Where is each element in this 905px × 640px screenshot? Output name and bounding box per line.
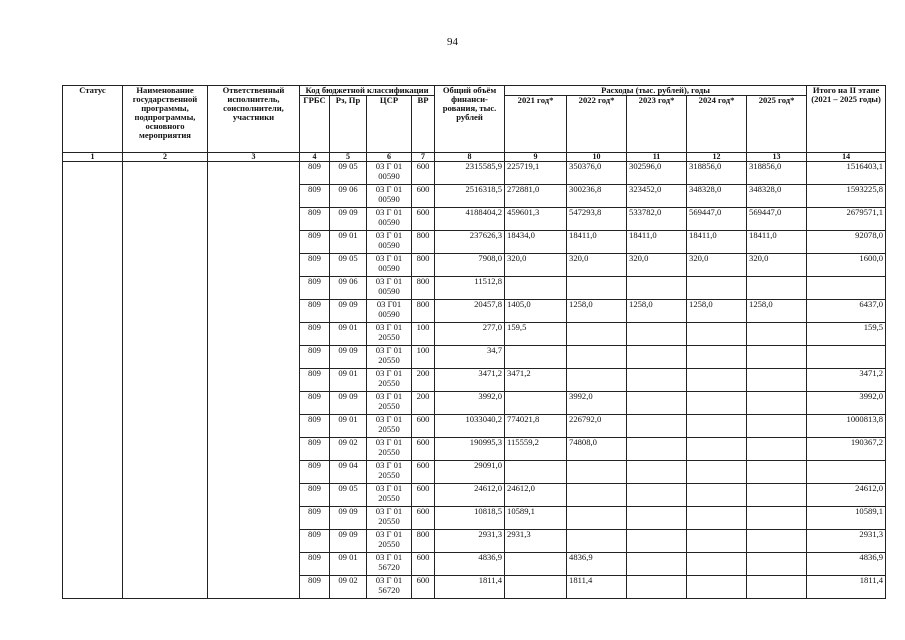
grbs-cell: 809 — [300, 277, 330, 300]
year-2021-cell: 159,5 — [505, 323, 567, 346]
itogo-cell: 2931,3 — [807, 530, 886, 553]
year-2023-cell — [627, 323, 687, 346]
year-2021-cell: 115559,2 — [505, 438, 567, 461]
year-2023-cell: 320,0 — [627, 254, 687, 277]
status-cell — [63, 162, 123, 599]
itogo-cell: 2679571,1 — [807, 208, 886, 231]
grbs-cell: 809 — [300, 392, 330, 415]
year-2022-cell: 74808,0 — [567, 438, 627, 461]
year-2024-cell — [687, 323, 747, 346]
grbs-cell: 809 — [300, 369, 330, 392]
year-2025-cell — [747, 438, 807, 461]
year-2025-cell — [747, 553, 807, 576]
year-2021-cell — [505, 346, 567, 369]
year-2021-cell: 18434,0 — [505, 231, 567, 254]
grbs-cell: 809 — [300, 461, 330, 484]
itogo-cell: 6437,0 — [807, 300, 886, 323]
itogo-cell — [807, 461, 886, 484]
year-2022-cell — [567, 369, 627, 392]
year-2023-cell — [627, 392, 687, 415]
year-2024-cell — [687, 438, 747, 461]
year-2021-cell: 320,0 — [505, 254, 567, 277]
column-number: 6 — [367, 153, 412, 162]
year-2022-cell: 350376,0 — [567, 162, 627, 185]
year-2024-cell — [687, 369, 747, 392]
year-2025-cell — [747, 461, 807, 484]
header-year-2025: 2025 год* — [747, 96, 807, 153]
year-2022-cell: 1258,0 — [567, 300, 627, 323]
budget-table — [62, 85, 886, 599]
header-itogo: Итого на II этапе (2021 – 2025 годы) — [807, 86, 886, 153]
year-2022-cell: 226792,0 — [567, 415, 627, 438]
rz-pr-cell: 09 05 — [330, 484, 367, 507]
total-funding-cell: 34,7 — [435, 346, 505, 369]
header-year-2021: 2021 год* — [505, 96, 567, 153]
year-2024-cell: 320,0 — [687, 254, 747, 277]
vr-cell: 800 — [412, 300, 435, 323]
column-number: 9 — [505, 153, 567, 162]
itogo-cell — [807, 277, 886, 300]
year-2024-cell — [687, 484, 747, 507]
year-2025-cell — [747, 277, 807, 300]
grbs-cell: 809 — [300, 346, 330, 369]
grbs-cell: 809 — [300, 323, 330, 346]
rz-pr-cell: 09 09 — [330, 392, 367, 415]
grbs-cell: 809 — [300, 162, 330, 185]
csr-line-1: 03 Г 01 — [375, 529, 403, 540]
itogo-cell: 3471,2 — [807, 369, 886, 392]
header-responsible: Ответственный исполнитель, соисполнители, участники — [208, 86, 300, 153]
responsible-cell — [208, 162, 300, 599]
rz-pr-cell: 09 02 — [330, 438, 367, 461]
grbs-cell: 809 — [300, 231, 330, 254]
csr-line-2: 20550 — [378, 423, 400, 434]
itogo-cell: 92078,0 — [807, 231, 886, 254]
year-2023-cell: 302596,0 — [627, 162, 687, 185]
year-2022-cell — [567, 461, 627, 484]
year-2022-cell: 300236,8 — [567, 185, 627, 208]
year-2022-cell: 4836,9 — [567, 553, 627, 576]
csr-cell — [367, 346, 412, 369]
csr-line-2: 20550 — [378, 331, 400, 342]
year-2024-cell: 348328,0 — [687, 185, 747, 208]
csr-cell — [367, 162, 412, 185]
csr-line-1: 03 Г 01 — [375, 345, 403, 356]
header-budget-code: Код бюджетной классификации — [300, 86, 435, 96]
csr-line-1: 03 Г 01 — [375, 207, 403, 218]
csr-line-1: 03 Г01 — [376, 299, 402, 310]
rz-pr-cell: 09 06 — [330, 185, 367, 208]
grbs-cell: 809 — [300, 507, 330, 530]
vr-cell: 600 — [412, 415, 435, 438]
column-number: 13 — [747, 153, 807, 162]
rz-pr-cell: 09 09 — [330, 507, 367, 530]
total-funding-cell: 11512,8 — [435, 277, 505, 300]
csr-line-2: 20550 — [378, 446, 400, 457]
csr-cell — [367, 369, 412, 392]
csr-line-1: 03 Г 01 — [375, 506, 403, 517]
column-number: 5 — [330, 153, 367, 162]
csr-line-1: 03 Г 01 — [375, 483, 403, 494]
year-2024-cell — [687, 392, 747, 415]
year-2023-cell: 323452,0 — [627, 185, 687, 208]
year-2021-cell: 3471,2 — [505, 369, 567, 392]
csr-cell — [367, 300, 412, 323]
header-status: Статус — [63, 86, 123, 153]
itogo-cell: 190367,2 — [807, 438, 886, 461]
header-vr: ВР — [412, 96, 435, 153]
year-2025-cell — [747, 507, 807, 530]
total-funding-cell: 20457,8 — [435, 300, 505, 323]
year-2023-cell — [627, 461, 687, 484]
rz-pr-cell: 09 05 — [330, 254, 367, 277]
csr-cell — [367, 254, 412, 277]
year-2022-cell: 3992,0 — [567, 392, 627, 415]
rz-pr-cell: 09 01 — [330, 231, 367, 254]
csr-line-1: 03 Г 01 — [375, 184, 403, 195]
column-number: 3 — [208, 153, 300, 162]
csr-line-2: 56720 — [378, 561, 400, 572]
year-2023-cell: 1258,0 — [627, 300, 687, 323]
year-2024-cell: 1258,0 — [687, 300, 747, 323]
year-2022-cell — [567, 507, 627, 530]
csr-line-2: 20550 — [378, 515, 400, 526]
column-number: 8 — [435, 153, 505, 162]
year-2025-cell — [747, 346, 807, 369]
year-2023-cell — [627, 507, 687, 530]
year-2024-cell — [687, 530, 747, 553]
csr-line-2: 20550 — [378, 538, 400, 549]
vr-cell: 600 — [412, 553, 435, 576]
total-funding-cell: 10818,5 — [435, 507, 505, 530]
grbs-cell: 809 — [300, 553, 330, 576]
total-funding-cell: 2931,3 — [435, 530, 505, 553]
year-2023-cell — [627, 530, 687, 553]
vr-cell: 800 — [412, 277, 435, 300]
year-2024-cell — [687, 415, 747, 438]
total-funding-cell: 2516318,5 — [435, 185, 505, 208]
rz-pr-cell: 09 09 — [330, 530, 367, 553]
vr-cell: 800 — [412, 254, 435, 277]
csr-line-1: 03 Г 01 — [375, 552, 403, 563]
header-csr: ЦСР — [367, 96, 412, 153]
year-2021-cell: 774021,8 — [505, 415, 567, 438]
csr-cell — [367, 484, 412, 507]
itogo-cell: 1593225,8 — [807, 185, 886, 208]
year-2025-cell — [747, 415, 807, 438]
year-2022-cell — [567, 530, 627, 553]
vr-cell: 200 — [412, 392, 435, 415]
year-2022-cell — [567, 323, 627, 346]
total-funding-cell: 190995,3 — [435, 438, 505, 461]
year-2023-cell — [627, 553, 687, 576]
itogo-cell: 24612,0 — [807, 484, 886, 507]
csr-line-2: 00590 — [378, 193, 400, 204]
rz-pr-cell: 09 09 — [330, 346, 367, 369]
csr-cell — [367, 507, 412, 530]
year-2021-cell: 24612,0 — [505, 484, 567, 507]
csr-cell — [367, 208, 412, 231]
column-number: 14 — [807, 153, 886, 162]
grbs-cell: 809 — [300, 484, 330, 507]
vr-cell: 600 — [412, 461, 435, 484]
year-2025-cell — [747, 323, 807, 346]
total-funding-cell: 7908,0 — [435, 254, 505, 277]
grbs-cell: 809 — [300, 576, 330, 599]
year-2022-cell — [567, 277, 627, 300]
rz-pr-cell: 09 09 — [330, 300, 367, 323]
vr-cell: 600 — [412, 185, 435, 208]
year-2023-cell — [627, 415, 687, 438]
csr-line-1: 03 Г 01 — [375, 322, 403, 333]
year-2025-cell: 569447,0 — [747, 208, 807, 231]
csr-line-2: 00590 — [378, 285, 400, 296]
header-year-2022: 2022 год* — [567, 96, 627, 153]
year-2021-cell — [505, 277, 567, 300]
grbs-cell: 809 — [300, 208, 330, 231]
year-2024-cell — [687, 346, 747, 369]
year-2021-cell — [505, 392, 567, 415]
rz-pr-cell: 09 05 — [330, 162, 367, 185]
grbs-cell: 809 — [300, 530, 330, 553]
year-2022-cell: 320,0 — [567, 254, 627, 277]
itogo-cell: 1811,4 — [807, 576, 886, 599]
total-funding-cell: 3471,2 — [435, 369, 505, 392]
column-number: 4 — [300, 153, 330, 162]
year-2025-cell — [747, 576, 807, 599]
total-funding-cell: 29091,0 — [435, 461, 505, 484]
csr-line-2: 00590 — [378, 308, 400, 319]
year-2024-cell: 318856,0 — [687, 162, 747, 185]
csr-line-1: 03 Г 01 — [375, 368, 403, 379]
vr-cell: 100 — [412, 323, 435, 346]
vr-cell: 600 — [412, 162, 435, 185]
year-2025-cell: 318856,0 — [747, 162, 807, 185]
total-funding-cell: 4188404,2 — [435, 208, 505, 231]
year-2025-cell: 320,0 — [747, 254, 807, 277]
year-2021-cell — [505, 461, 567, 484]
header-program-name: Наименование государственной программы, подпрограммы, основного мероприятия — [123, 86, 208, 153]
rz-pr-cell: 09 06 — [330, 277, 367, 300]
itogo-cell: 10589,1 — [807, 507, 886, 530]
csr-line-2: 00590 — [378, 239, 400, 250]
vr-cell: 600 — [412, 507, 435, 530]
csr-line-1: 03 Г 01 — [375, 414, 403, 425]
rz-pr-cell: 09 09 — [330, 208, 367, 231]
year-2024-cell — [687, 507, 747, 530]
year-2023-cell — [627, 576, 687, 599]
year-2025-cell: 18411,0 — [747, 231, 807, 254]
vr-cell: 600 — [412, 208, 435, 231]
csr-line-2: 20550 — [378, 377, 400, 388]
grbs-cell: 809 — [300, 185, 330, 208]
year-2025-cell — [747, 530, 807, 553]
itogo-cell: 3992,0 — [807, 392, 886, 415]
header-expenses: Расходы (тыс. рублей), годы — [505, 86, 807, 96]
table-body — [63, 162, 886, 599]
year-2021-cell: 1405,0 — [505, 300, 567, 323]
year-2021-cell: 10589,1 — [505, 507, 567, 530]
csr-line-1: 03 Г 01 — [375, 575, 403, 586]
year-2021-cell: 2931,3 — [505, 530, 567, 553]
header-total-funding: Общий объём финанси-рования, тыс. рублей — [435, 86, 505, 153]
csr-cell — [367, 415, 412, 438]
header-year-2023: 2023 год* — [627, 96, 687, 153]
total-funding-cell: 277,0 — [435, 323, 505, 346]
year-2025-cell — [747, 484, 807, 507]
itogo-cell: 159,5 — [807, 323, 886, 346]
column-number-row — [63, 153, 886, 162]
vr-cell: 600 — [412, 438, 435, 461]
year-2023-cell — [627, 346, 687, 369]
csr-line-2: 00590 — [378, 170, 400, 181]
csr-line-2: 20550 — [378, 400, 400, 411]
year-2024-cell — [687, 461, 747, 484]
csr-line-1: 03 Г 01 — [375, 460, 403, 471]
year-2025-cell: 1258,0 — [747, 300, 807, 323]
vr-cell: 600 — [412, 576, 435, 599]
column-number: 7 — [412, 153, 435, 162]
itogo-cell: 1600,0 — [807, 254, 886, 277]
vr-cell: 800 — [412, 530, 435, 553]
year-2025-cell — [747, 369, 807, 392]
csr-line-1: 03 Г 01 — [375, 230, 403, 241]
year-2024-cell: 569447,0 — [687, 208, 747, 231]
csr-line-2: 20550 — [378, 492, 400, 503]
grbs-cell: 809 — [300, 438, 330, 461]
itogo-cell: 4836,9 — [807, 553, 886, 576]
csr-line-2: 00590 — [378, 216, 400, 227]
total-funding-cell: 2315585,9 — [435, 162, 505, 185]
csr-line-2: 56720 — [378, 584, 400, 595]
column-number: 1 — [63, 153, 123, 162]
itogo-cell: 1000813,8 — [807, 415, 886, 438]
year-2025-cell: 348328,0 — [747, 185, 807, 208]
csr-cell — [367, 461, 412, 484]
year-2023-cell: 533782,0 — [627, 208, 687, 231]
vr-cell: 200 — [412, 369, 435, 392]
itogo-cell: 1516403,1 — [807, 162, 886, 185]
csr-cell — [367, 277, 412, 300]
vr-cell: 600 — [412, 484, 435, 507]
csr-cell — [367, 576, 412, 599]
csr-line-2: 20550 — [378, 469, 400, 480]
year-2022-cell — [567, 484, 627, 507]
year-2023-cell — [627, 438, 687, 461]
rz-pr-cell: 09 04 — [330, 461, 367, 484]
csr-line-2: 00590 — [378, 262, 400, 273]
csr-line-1: 03 Г 01 — [375, 253, 403, 264]
total-funding-cell: 4836,9 — [435, 553, 505, 576]
page-number: 94 — [447, 36, 458, 48]
table-row — [63, 162, 886, 185]
csr-cell — [367, 553, 412, 576]
rz-pr-cell: 09 01 — [330, 415, 367, 438]
total-funding-cell: 3992,0 — [435, 392, 505, 415]
rz-pr-cell: 09 01 — [330, 323, 367, 346]
vr-cell: 800 — [412, 231, 435, 254]
column-number: 10 — [567, 153, 627, 162]
grbs-cell: 809 — [300, 300, 330, 323]
csr-cell — [367, 185, 412, 208]
csr-line-1: 03 Г 01 — [375, 391, 403, 402]
year-2023-cell — [627, 484, 687, 507]
header-rz-pr: Рз, Пр — [330, 96, 367, 153]
year-2024-cell — [687, 277, 747, 300]
year-2024-cell: 18411,0 — [687, 231, 747, 254]
csr-cell — [367, 530, 412, 553]
header-grbs: ГРБС — [300, 96, 330, 153]
csr-line-1: 03 Г 01 — [375, 437, 403, 448]
year-2024-cell — [687, 576, 747, 599]
column-number: 11 — [627, 153, 687, 162]
year-2022-cell: 547293,8 — [567, 208, 627, 231]
csr-line-1: 03 Г 01 — [375, 161, 403, 172]
csr-line-2: 20550 — [378, 354, 400, 365]
year-2025-cell — [747, 392, 807, 415]
csr-cell — [367, 323, 412, 346]
csr-cell — [367, 392, 412, 415]
year-2021-cell: 272881,0 — [505, 185, 567, 208]
year-2021-cell: 225719,1 — [505, 162, 567, 185]
grbs-cell: 809 — [300, 254, 330, 277]
column-number: 12 — [687, 153, 747, 162]
year-2021-cell — [505, 576, 567, 599]
csr-cell — [367, 438, 412, 461]
itogo-cell — [807, 346, 886, 369]
csr-cell — [367, 231, 412, 254]
year-2022-cell — [567, 346, 627, 369]
year-2022-cell: 18411,0 — [567, 231, 627, 254]
total-funding-cell: 24612,0 — [435, 484, 505, 507]
program-name-cell — [123, 162, 208, 599]
year-2023-cell: 18411,0 — [627, 231, 687, 254]
header-year-2024: 2024 год* — [687, 96, 747, 153]
column-number: 2 — [123, 153, 208, 162]
header-row-1 — [63, 86, 886, 96]
csr-line-1: 03 Г 01 — [375, 276, 403, 287]
total-funding-cell: 1811,4 — [435, 576, 505, 599]
rz-pr-cell: 09 01 — [330, 553, 367, 576]
grbs-cell: 809 — [300, 415, 330, 438]
year-2023-cell — [627, 277, 687, 300]
vr-cell: 100 — [412, 346, 435, 369]
year-2021-cell: 459601,3 — [505, 208, 567, 231]
year-2023-cell — [627, 369, 687, 392]
year-2021-cell — [505, 553, 567, 576]
total-funding-cell: 237626,3 — [435, 231, 505, 254]
year-2022-cell: 1811,4 — [567, 576, 627, 599]
rz-pr-cell: 09 01 — [330, 369, 367, 392]
rz-pr-cell: 09 02 — [330, 576, 367, 599]
total-funding-cell: 1033040,2 — [435, 415, 505, 438]
year-2024-cell — [687, 553, 747, 576]
